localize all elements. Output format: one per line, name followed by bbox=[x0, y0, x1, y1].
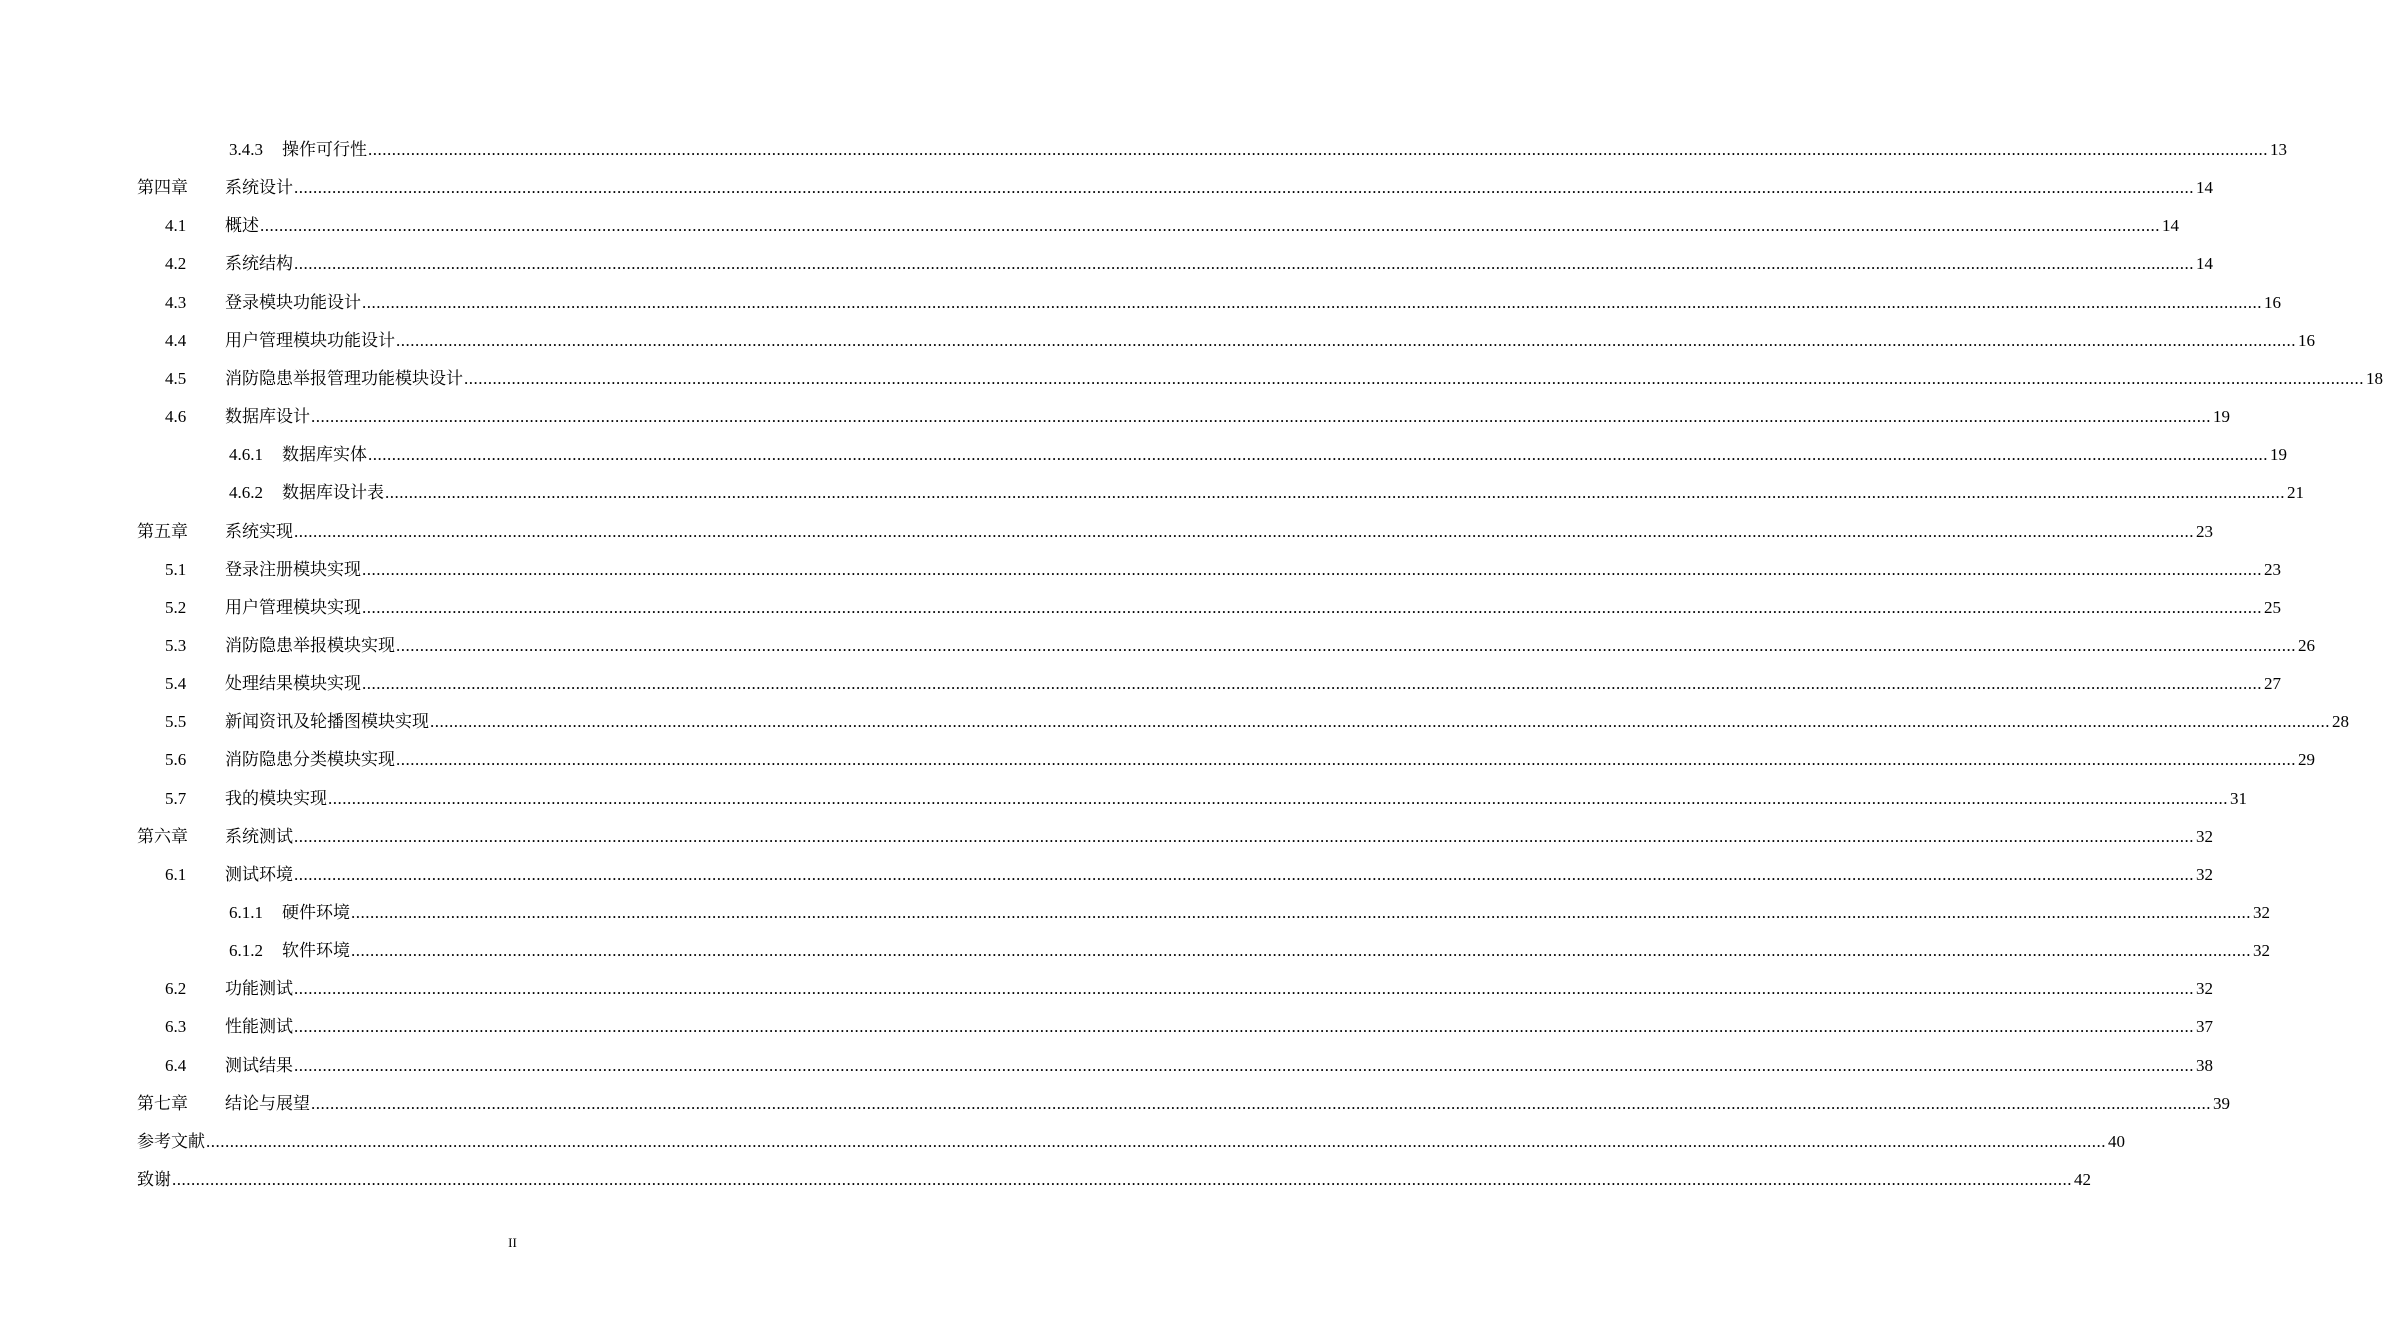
toc-dot-leader: ................................................................................................................................................................................................................................................................................................................................................................................................................ bbox=[368, 445, 2268, 464]
toc-entry-page: 29 bbox=[2298, 750, 2315, 769]
toc-entry-title: 系统测试 bbox=[225, 827, 293, 846]
toc-dot-leader: ................................................................................................................................................................................................................................................................................................................................................................................................................ bbox=[328, 789, 2228, 808]
toc-entry-number: 5.6 bbox=[165, 750, 187, 769]
toc-dot-leader: ................................................................................................................................................................................................................................................................................................................................................................................................................ bbox=[362, 293, 2262, 312]
toc-dot-leader: ................................................................................................................................................................................................................................................................................................................................................................................................................ bbox=[396, 750, 2296, 769]
toc-entry-title: 系统设计 bbox=[225, 178, 293, 197]
toc-entry-page: 42 bbox=[2074, 1170, 2091, 1189]
toc-entry-page: 23 bbox=[2264, 560, 2281, 579]
toc-entry-number: 4.6 bbox=[165, 407, 187, 426]
toc-entry[interactable] bbox=[0, 595, 2281, 621]
toc-dot-leader: ................................................................................................................................................................................................................................................................................................................................................................................................................ bbox=[294, 522, 2194, 541]
toc-entry-title: 我的模块实现 bbox=[225, 789, 327, 808]
toc-entry-title: 系统结构 bbox=[225, 254, 293, 273]
toc-entry-title: 用户管理模块实现 bbox=[225, 598, 361, 617]
toc-entry-page: 28 bbox=[2332, 712, 2349, 731]
toc-entry[interactable] bbox=[0, 442, 2287, 468]
toc-entry[interactable] bbox=[0, 786, 2247, 812]
toc-entry-number: 4.2 bbox=[165, 254, 187, 273]
toc-entry-number: 5.1 bbox=[165, 560, 187, 579]
toc-entry-title: 致谢 bbox=[137, 1170, 171, 1189]
toc-entry-number: 6.1.2 bbox=[229, 941, 263, 960]
toc-entry-page: 32 bbox=[2196, 979, 2213, 998]
toc-entry-number: 4.6.1 bbox=[229, 445, 263, 464]
toc-entry[interactable] bbox=[0, 633, 2315, 659]
toc-entry-page: 18 bbox=[2366, 369, 2383, 388]
toc-dot-leader: ................................................................................................................................................................................................................................................................................................................................................................................................................ bbox=[172, 1170, 2072, 1189]
toc-entry-title: 性能测试 bbox=[225, 1017, 293, 1036]
toc-dot-leader: ................................................................................................................................................................................................................................................................................................................................................................................................................ bbox=[351, 941, 2251, 960]
toc-entry-title: 消防隐患举报模块实现 bbox=[225, 636, 395, 655]
toc-entry-title: 概述 bbox=[225, 216, 259, 235]
toc-entry-number: 6.1 bbox=[165, 865, 187, 884]
toc-dot-leader: ................................................................................................................................................................................................................................................................................................................................................................................................................ bbox=[464, 369, 2364, 388]
toc-entry-title: 结论与展望 bbox=[225, 1094, 310, 1113]
toc-entry[interactable] bbox=[0, 1053, 2213, 1079]
toc-entry-number: 5.2 bbox=[165, 598, 187, 617]
toc-entry[interactable] bbox=[0, 1167, 2091, 1193]
toc-entry-title: 数据库设计表 bbox=[282, 483, 384, 502]
toc-entry[interactable] bbox=[0, 213, 2179, 239]
toc-entry-page: 32 bbox=[2196, 865, 2213, 884]
toc-entry[interactable] bbox=[0, 671, 2281, 697]
toc-entry-title: 处理结果模块实现 bbox=[225, 674, 361, 693]
toc-entry-title: 测试环境 bbox=[225, 865, 293, 884]
toc-entry-page: 19 bbox=[2213, 407, 2230, 426]
toc-entry-page: 39 bbox=[2213, 1094, 2230, 1113]
toc-entry[interactable] bbox=[0, 557, 2281, 583]
toc-entry-page: 38 bbox=[2196, 1056, 2213, 1075]
toc-dot-leader: ................................................................................................................................................................................................................................................................................................................................................................................................................ bbox=[368, 140, 2268, 159]
toc-entry-number: 5.7 bbox=[165, 789, 187, 808]
toc-entry[interactable] bbox=[0, 976, 2213, 1002]
toc-entry[interactable] bbox=[0, 1129, 2125, 1155]
toc-dot-leader: ................................................................................................................................................................................................................................................................................................................................................................................................................ bbox=[294, 254, 2194, 273]
toc-entry-title: 硬件环境 bbox=[282, 903, 350, 922]
toc-entry[interactable] bbox=[0, 328, 2315, 354]
toc-entry[interactable] bbox=[0, 290, 2281, 316]
toc-dot-leader: ................................................................................................................................................................................................................................................................................................................................................................................................................ bbox=[294, 1017, 2194, 1036]
toc-entry-page: 14 bbox=[2162, 216, 2179, 235]
toc-entry-number: 3.4.3 bbox=[229, 140, 263, 159]
toc-entry-title: 操作可行性 bbox=[282, 140, 367, 159]
toc-entry-title: 登录模块功能设计 bbox=[225, 293, 361, 312]
toc-entry-page: 26 bbox=[2298, 636, 2315, 655]
toc-entry[interactable] bbox=[0, 1091, 2230, 1117]
toc-dot-leader: ................................................................................................................................................................................................................................................................................................................................................................................................................ bbox=[294, 865, 2194, 884]
toc-entry-number: 5.3 bbox=[165, 636, 187, 655]
toc-entry-number: 第五章 bbox=[137, 522, 188, 541]
toc-entry[interactable] bbox=[0, 747, 2315, 773]
toc-dot-leader: ................................................................................................................................................................................................................................................................................................................................................................................................................ bbox=[294, 1056, 2194, 1075]
toc-entry[interactable] bbox=[0, 175, 2213, 201]
toc-entry-page: 31 bbox=[2230, 789, 2247, 808]
toc-entry-number: 6.3 bbox=[165, 1017, 187, 1036]
toc-entry-title: 参考文献 bbox=[137, 1132, 205, 1151]
toc-entry-title: 新闻资讯及轮播图模块实现 bbox=[225, 712, 429, 731]
toc-dot-leader: ................................................................................................................................................................................................................................................................................................................................................................................................................ bbox=[385, 483, 2285, 502]
toc-entry[interactable] bbox=[0, 938, 2270, 964]
toc-dot-leader: ................................................................................................................................................................................................................................................................................................................................................................................................................ bbox=[396, 331, 2296, 350]
toc-entry-page: 32 bbox=[2253, 941, 2270, 960]
toc-entry[interactable] bbox=[0, 900, 2270, 926]
toc-entry[interactable] bbox=[0, 251, 2213, 277]
toc-entry[interactable] bbox=[0, 709, 2349, 735]
toc-entry-number: 6.1.1 bbox=[229, 903, 263, 922]
toc-entry-number: 第四章 bbox=[137, 178, 188, 197]
toc-entry[interactable] bbox=[0, 480, 2304, 506]
toc-entry-title: 登录注册模块实现 bbox=[225, 560, 361, 579]
toc-entry-number: 4.5 bbox=[165, 369, 187, 388]
toc-entry-page: 27 bbox=[2264, 674, 2281, 693]
toc-entry-number: 4.1 bbox=[165, 216, 187, 235]
toc-dot-leader: ................................................................................................................................................................................................................................................................................................................................................................................................................ bbox=[311, 1094, 2211, 1113]
toc-entry-page: 37 bbox=[2196, 1017, 2213, 1036]
toc-dot-leader: ................................................................................................................................................................................................................................................................................................................................................................................................................ bbox=[430, 712, 2330, 731]
toc-dot-leader: ................................................................................................................................................................................................................................................................................................................................................................................................................ bbox=[294, 827, 2194, 846]
toc-dot-leader: ................................................................................................................................................................................................................................................................................................................................................................................................................ bbox=[362, 560, 2262, 579]
toc-entry-number: 5.5 bbox=[165, 712, 187, 731]
toc-entry[interactable] bbox=[0, 519, 2213, 545]
toc-entry-title: 数据库设计 bbox=[225, 407, 310, 426]
toc-entry-page: 32 bbox=[2196, 827, 2213, 846]
toc-entry[interactable] bbox=[0, 862, 2213, 888]
toc-entry-page: 14 bbox=[2196, 254, 2213, 273]
toc-entry[interactable] bbox=[0, 137, 2287, 163]
toc-entry-title: 系统实现 bbox=[225, 522, 293, 541]
toc-entry-page: 25 bbox=[2264, 598, 2281, 617]
toc-entry-number: 5.4 bbox=[165, 674, 187, 693]
toc-entry-page: 16 bbox=[2264, 293, 2281, 312]
toc-dot-leader: ................................................................................................................................................................................................................................................................................................................................................................................................................ bbox=[351, 903, 2251, 922]
toc-entry-page: 23 bbox=[2196, 522, 2213, 541]
toc-entry-number: 4.3 bbox=[165, 293, 187, 312]
toc-entry[interactable] bbox=[0, 404, 2230, 430]
toc-entry-title: 消防隐患分类模块实现 bbox=[225, 750, 395, 769]
toc-entry-title: 数据库实体 bbox=[282, 445, 367, 464]
toc-dot-leader: ................................................................................................................................................................................................................................................................................................................................................................................................................ bbox=[260, 216, 2160, 235]
toc-dot-leader: ................................................................................................................................................................................................................................................................................................................................................................................................................ bbox=[362, 674, 2262, 693]
toc-entry-title: 消防隐患举报管理功能模块设计 bbox=[225, 369, 463, 388]
toc-entry-title: 功能测试 bbox=[225, 979, 293, 998]
toc-entry[interactable] bbox=[0, 1014, 2213, 1040]
toc-entry-number: 第六章 bbox=[137, 827, 188, 846]
toc-entry-page: 14 bbox=[2196, 178, 2213, 197]
toc-entry-title: 测试结果 bbox=[225, 1056, 293, 1075]
toc-entry-title: 软件环境 bbox=[282, 941, 350, 960]
toc-dot-leader: ................................................................................................................................................................................................................................................................................................................................................................................................................ bbox=[294, 979, 2194, 998]
toc-entry-page: 19 bbox=[2270, 445, 2287, 464]
page-number-footer: II bbox=[508, 1235, 517, 1250]
toc-entry-page: 16 bbox=[2298, 331, 2315, 350]
toc-entry-number: 6.2 bbox=[165, 979, 187, 998]
toc-entry-page: 32 bbox=[2253, 903, 2270, 922]
toc-entry-page: 13 bbox=[2270, 140, 2287, 159]
toc-entry-number: 4.4 bbox=[165, 331, 187, 350]
toc-entry-number: 4.6.2 bbox=[229, 483, 263, 502]
toc-dot-leader: ................................................................................................................................................................................................................................................................................................................................................................................................................ bbox=[206, 1132, 2106, 1151]
toc-entry-number: 第七章 bbox=[137, 1094, 188, 1113]
toc-entry[interactable] bbox=[0, 366, 2383, 392]
toc-entry-number: 6.4 bbox=[165, 1056, 187, 1075]
toc-entry-title: 用户管理模块功能设计 bbox=[225, 331, 395, 350]
toc-entry-page: 21 bbox=[2287, 483, 2304, 502]
toc-entry[interactable] bbox=[0, 824, 2213, 850]
toc-dot-leader: ................................................................................................................................................................................................................................................................................................................................................................................................................ bbox=[396, 636, 2296, 655]
toc-dot-leader: ................................................................................................................................................................................................................................................................................................................................................................................................................ bbox=[362, 598, 2262, 617]
toc-entry-page: 40 bbox=[2108, 1132, 2125, 1151]
toc-dot-leader: ................................................................................................................................................................................................................................................................................................................................................................................................................ bbox=[294, 178, 2194, 197]
toc-dot-leader: ................................................................................................................................................................................................................................................................................................................................................................................................................ bbox=[311, 407, 2211, 426]
